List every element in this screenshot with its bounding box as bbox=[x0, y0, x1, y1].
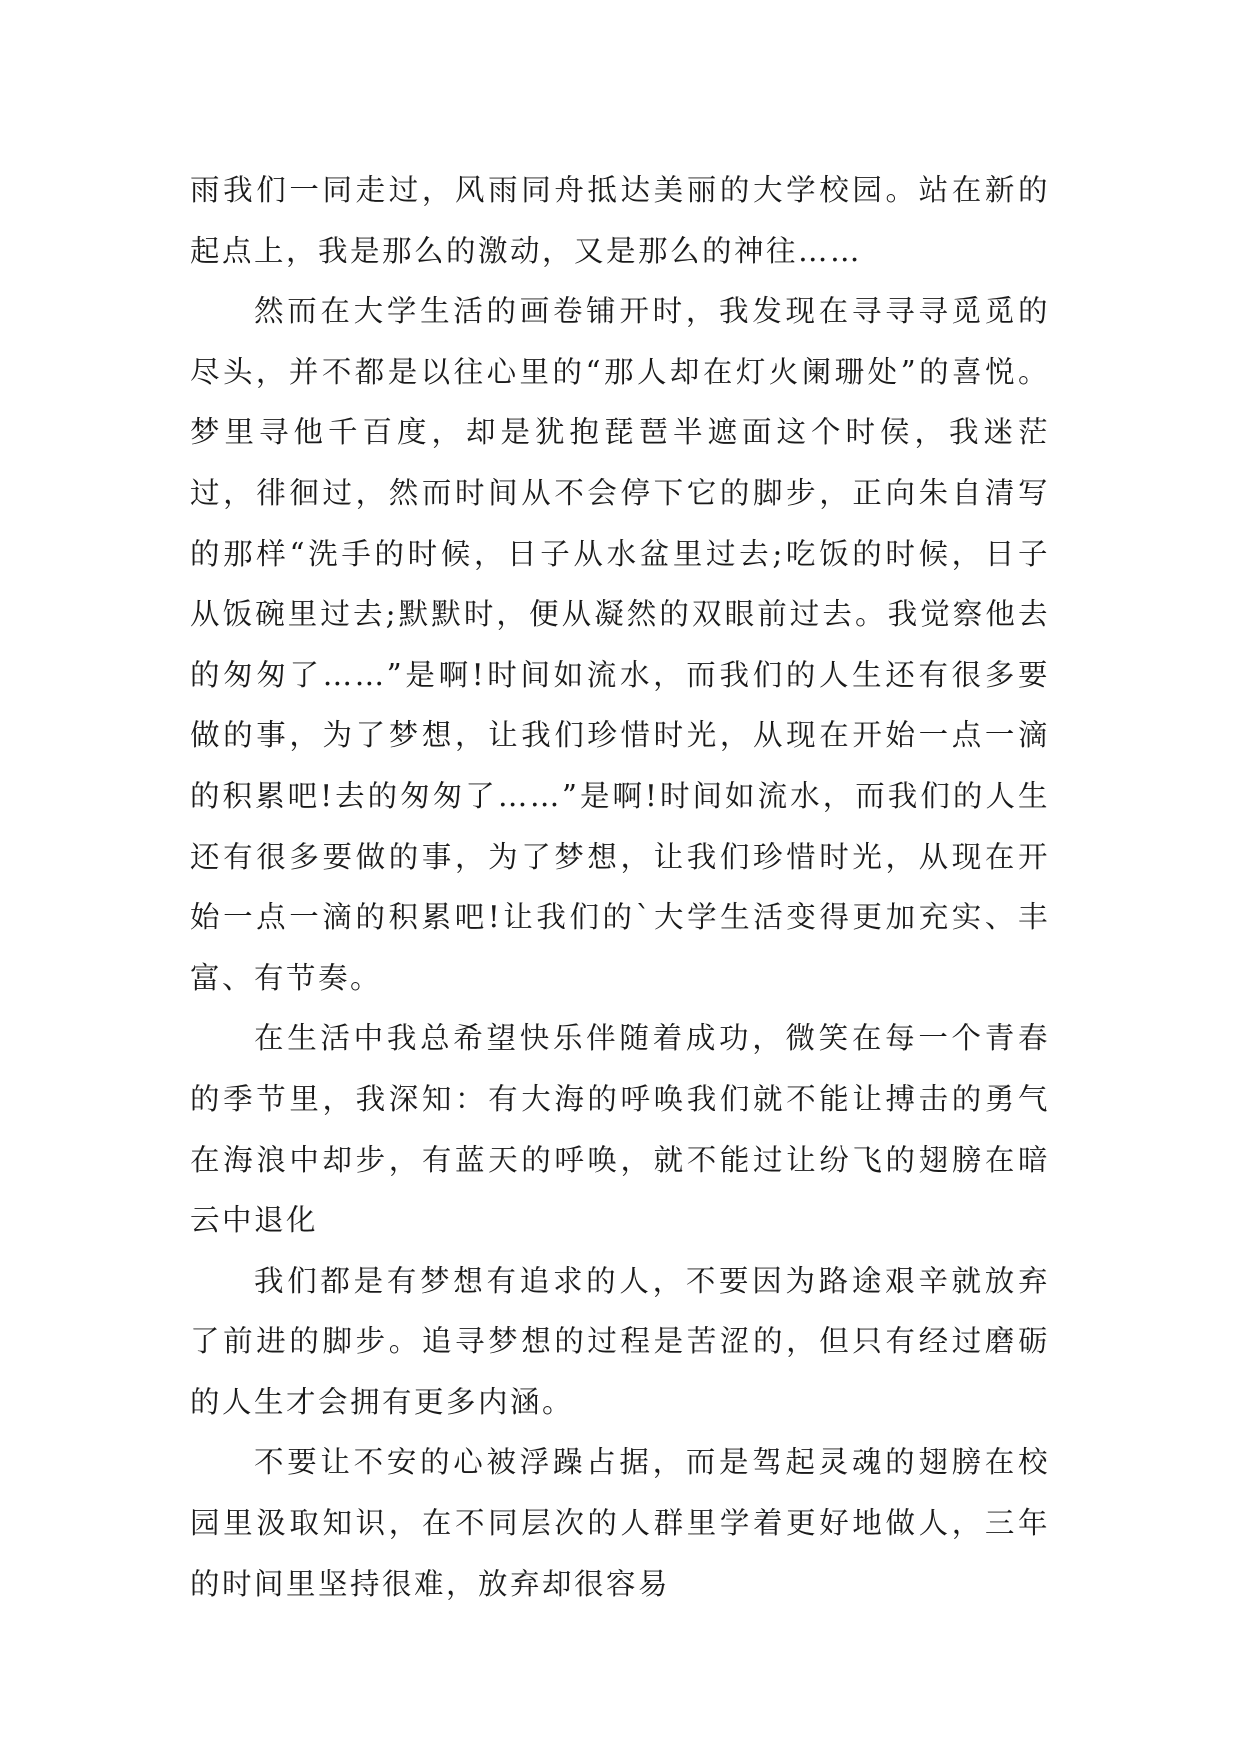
paragraph-2: 然而在大学生活的画卷铺开时，我发现在寻寻寻觅觅的尽头，并不都是以往心里的“那人却在灯火阑珊处”的喜悦。梦里寻他千百度，却是犹抱琵琶半遮面这个时侯，我迷茫过，徘徊过，然而时间从不会停下它的脚步，正向朱自清写的那样“洗手的时候，日子从水盆里过去;吃饭的时候，日子从饭碗里过去;默默时，便从凝然的双眼前过去。我觉察他去的匆匆了……”是啊!时间如流水，而我们的人生还有很多要做的事，为了梦想，让我们珍惜时光，从现在开始一点一滴的积累吧!去的匆匆了……”是啊!时间如流水，而我们的人生还有很多要做的事，为了梦想，让我们珍惜时光，从现在开始一点一滴的积累吧!让我们的`大学生活变得更加充实、丰富、有节奏。 bbox=[190, 294, 1050, 995]
paragraph-4: 我们都是有梦想有追求的人，不要因为路途艰辛就放弃了前进的脚步。追寻梦想的过程是苦涩的，但只有经过磨砺的人生才会拥有更多内涵。 bbox=[190, 1263, 1050, 1419]
document-page bbox=[190, 160, 1050, 1614]
paragraph-5: 不要让不安的心被浮躁占据，而是驾起灵魂的翅膀在校园里汲取知识，在不同层次的人群里学着更好地做人，三年的时间里坚持很难，放弃却很容易 bbox=[190, 1445, 1050, 1601]
paragraph-3: 在生活中我总希望快乐伴随着成功，微笑在每一个青春的季节里，我深知：有大海的呼唤我们就不能让搏击的勇气在海浪中却步，有蓝天的呼唤，就不能过让纷飞的翅膀在暗云中退化 bbox=[190, 1021, 1050, 1238]
paragraph-1: 雨我们一同走过，风雨同舟抵达美丽的大学校园。站在新的起点上，我是那么的激动，又是那么的神往…… bbox=[190, 173, 1050, 268]
